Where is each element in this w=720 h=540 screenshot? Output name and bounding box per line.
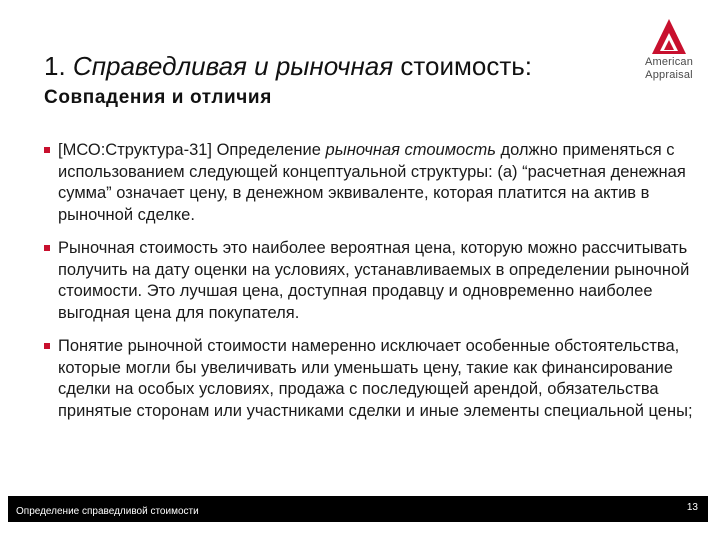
bullet-text: Понятие рыночной стоимости намеренно исключает особенные обстоятельства, которые могли бы увеличивать или уменьшать цену, такие как финансирование сделки на особых условиях, продажа с последующей арендой, обязательства принятые сторонам или участниками сделки и иные элементы специальной цены; xyxy=(58,337,693,420)
title-prefix: 1. xyxy=(44,51,73,81)
bullet-marker-icon xyxy=(44,245,50,251)
logo-text-line2: Appraisal xyxy=(645,69,693,81)
page-subtitle: Совпадения и отличия xyxy=(44,87,272,108)
logo-text-line1: American xyxy=(644,56,694,68)
bullet-list xyxy=(44,140,704,434)
page-title xyxy=(44,50,532,82)
page-number: 13 xyxy=(686,502,698,513)
bullet-marker-icon xyxy=(44,147,50,153)
title-suffix: стоимость: xyxy=(393,51,532,81)
footer-bar xyxy=(8,496,708,522)
bullet-text: должно применяться с использованием следующей концептуальной структуры: (а) “расчетная денежная сумма” означает цену, в денежном эквиваленте, которая платится на актив в рыночной сделке. xyxy=(58,141,686,224)
bullet-item xyxy=(44,140,704,226)
bullet-text: Рыночная стоимость это наиболее вероятная цена, которую можно рассчитывать получить на дату оценки на условиях, устанавливаемых в определении рыночной стоимости. Это лучшая цена, доступная продавцу и одновременно наиболее выгодная цена для покупателя. xyxy=(58,239,690,322)
company-logo xyxy=(634,18,704,90)
title-italic: Справедливая и рыночная xyxy=(72,51,394,81)
bullet-marker-icon xyxy=(44,343,50,349)
red-triangle-logo-icon xyxy=(651,18,687,56)
bullet-italic-term: рыночная стоимость xyxy=(325,141,496,159)
bullet-item xyxy=(44,336,704,422)
bullet-text: [МСО:Структура-31] Определение xyxy=(58,141,326,159)
bullet-item xyxy=(44,238,704,324)
footer-caption: Определение справедливой стоимости xyxy=(16,506,199,517)
